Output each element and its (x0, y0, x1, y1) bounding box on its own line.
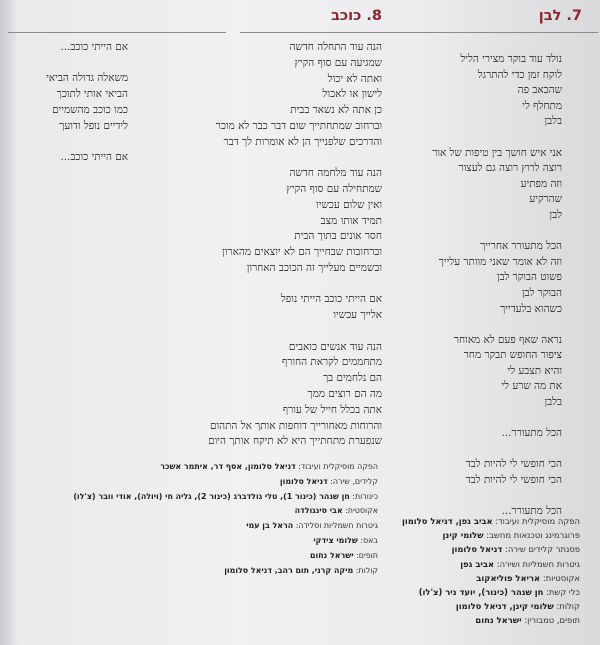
song8-cont-stanza-break (6, 135, 128, 151)
song7-line: שהכאב פה (517, 84, 562, 97)
credit-name: אביב גפן (460, 558, 495, 569)
credit-role: תופים, טמבורין: (524, 615, 580, 626)
song7-line: מתחלף לי (522, 99, 562, 112)
credit-name: דניאל סלומון (451, 544, 503, 555)
song8-line: ואתה לא יכול (327, 72, 382, 85)
credit-role: הפקה מוסיקלית ועיבוד: (495, 516, 580, 526)
credit-role: כינורות: (352, 491, 378, 501)
credit-name: חן שנהר (כינור 1), טלי גולדברג (כינור 2), גליה חי (ויולה), אודי וובר (צ'לו) (73, 491, 350, 501)
song8-credit-row (138, 564, 378, 579)
song7-line: שהרקיע (529, 193, 562, 206)
song8-line: שמתחילה עם סוף הקיץ (286, 182, 382, 195)
song8-cont-line: משאלה גדולה הביאי (46, 72, 128, 85)
song7-stanza-break (362, 489, 562, 505)
song8-line: אלייך עכשיו (333, 309, 382, 322)
song8-cont-line: אם הייתי כוכב... (60, 151, 128, 164)
song7-line: פשוט הבוקר לבן (496, 271, 562, 284)
song8-credit-row (138, 519, 378, 534)
credit-role: אקוסטית: (345, 506, 378, 516)
song8-stanza-break (172, 324, 382, 340)
song7-line: את מה שרע לי (501, 380, 562, 393)
song-title-middle: 8. כוכב (331, 8, 382, 24)
credit-name: שלומי קינן (442, 530, 484, 541)
song8-line: שנפערת מתחתייך היא לא תיקח אותך היום (208, 435, 382, 448)
credit-role: פסנתר קלידים שירה: (505, 544, 580, 555)
song8-line: מה הם רוצים ממך (307, 387, 382, 400)
credit-role: פרוגרמינג וטכנאות מחשב: (486, 530, 580, 541)
song8-credit-row (138, 475, 378, 490)
song7-stanza-break (362, 442, 562, 458)
song7-line: הכל מתעורר... (501, 427, 562, 440)
song7-credit-row (380, 557, 580, 571)
song8-line: חסר אונים בתוך הבית (294, 230, 382, 243)
song7-line: נראה שאף פעם לא מאוחר (453, 333, 562, 346)
credit-name: ישראל נחום (475, 615, 522, 626)
song7-line: הכל מתעורר אחרייך (480, 240, 562, 253)
song8-credit-row (138, 549, 378, 564)
credit-role: באס: (360, 535, 378, 545)
song7-stanza-break (362, 224, 562, 240)
credit-role: אקוסטיות: (542, 572, 580, 583)
song8-line: שמגיעה עם סוף הקיץ (294, 56, 382, 69)
song8-line: וברחובות שבחייך הם לא יוצאים מהארון (222, 246, 382, 259)
song7-line: בלבן (544, 396, 562, 409)
song8-cont-line: אם הייתי כוכב... (60, 41, 128, 53)
song7-credit-row (380, 528, 580, 542)
credit-role: כלי קשת: (546, 587, 580, 598)
credit-role: קלידים, שירה: (330, 476, 378, 486)
song8-credit-row (138, 460, 378, 475)
song8-cont-line: לידיים נופל ודועך (59, 119, 128, 132)
credit-role: קולות: (355, 565, 378, 575)
credits-middle (73, 460, 378, 578)
credit-name: אביב גפן, דניאל סלומון (401, 516, 493, 526)
song8-line: תמיד אותו מצב (320, 214, 382, 227)
song8-line: אתה בכלל חייל של עורף (282, 403, 382, 416)
song7-line: והיא תצבע לי (507, 364, 562, 377)
credit-role: קולות: (556, 601, 580, 612)
credit-role: הפקה מוסיקלית ועיבוד: (298, 462, 378, 471)
song7-stanza-break (362, 317, 562, 333)
song7-line: בלבן (544, 115, 562, 128)
song8-line: אם הייתי כוכב הייתי נופל (280, 293, 382, 306)
lyrics-left (6, 40, 128, 166)
credit-name: אריאל פוליאקוב (476, 572, 541, 583)
song8-line: הנה עוד מלחמה חדשה (289, 167, 382, 180)
song8-line: הנה עוד אנשים כואבים (288, 340, 382, 353)
song7-credit-row (380, 571, 580, 585)
song8-line: מתחממים לקראת החורף (281, 356, 382, 369)
song7-credit-row (380, 542, 580, 556)
song7-credit-row (380, 613, 580, 627)
song7-line: לבן (549, 208, 562, 221)
credit-role: גיטרות חשמליות וסלידה: (295, 521, 378, 531)
song7-line: הכי חופשי לי להיות לבד (465, 474, 562, 487)
song8-line: כן אתה לא נשאר בבית (290, 104, 382, 117)
credit-name: חן שנהר (כינור), יועד ניר (צ'לו) (418, 587, 544, 598)
header-rule-right (240, 32, 598, 33)
song8-line: הם נלחמים בך (323, 372, 382, 385)
song8-line: לישון או לאכול (322, 88, 382, 101)
credit-name: דניאל סלומון (279, 476, 328, 486)
song8-line: והדרכים שלפנייך הן לא אומרות לך דבר (223, 135, 382, 148)
song8-cont-stanza-break (6, 56, 128, 72)
credit-role: תופים: (356, 550, 378, 560)
song7-line: נולד עוד בוקר מצירי הליל (460, 53, 562, 65)
song8-line: והרוחות מאחורייך דוחפות אותך אל התהום (209, 419, 382, 432)
song8-stanza-break (172, 151, 382, 167)
song7-stanza-break (362, 130, 562, 146)
song8-line: ובשמיים מעלייך זה הכוכב האחרון (246, 261, 382, 274)
song7-line: ציפור החופש תבקר מחר (463, 349, 562, 362)
credit-role: גיטרות חשמליות ושירה: (496, 558, 580, 569)
lyrics-right (362, 52, 562, 520)
song7-credit-row (380, 514, 580, 528)
song7-credit-row (380, 585, 580, 599)
credit-name: אבי סינגולדה (294, 506, 343, 516)
credit-name: דניאל סלומון, אסף דר, איתמר אשכר (160, 462, 296, 471)
header-rule-left (8, 32, 226, 33)
song8-cont-line: הביאי אותי לתוכך (56, 88, 128, 101)
song7-line: לוקח זמן כדי להתרגל (477, 68, 562, 81)
song7-line: אני איש חושך בין טיפות של אור (432, 146, 562, 159)
song8-line: וברחוב שמתחתייך שום דבר כבר לא מוכר (215, 119, 382, 132)
song7-line: וזה מפתיע (520, 177, 562, 190)
credit-name: שלומי קינן, דניאל סלומון (455, 601, 554, 612)
credit-name: מיקה קרני, תום רהב, דניאל סלומון (224, 565, 354, 575)
song8-cont-line: כמו כוכב מהשמיים (52, 103, 128, 116)
song8-credit-row (138, 534, 378, 549)
song7-line: וזה לא אומר שאני מוותר עלייך (438, 255, 562, 268)
credit-name: ישראל נחום (310, 550, 354, 560)
song7-line: הכל מתעורר... (501, 505, 562, 518)
song7-line: רוצה לרוץ רוצה גם לעצור (458, 162, 562, 175)
credit-name: הראל בן עמי (246, 521, 294, 531)
song7-line: הבוקר לבן (521, 286, 562, 299)
lyrics-middle (172, 40, 382, 450)
credit-name: שלומי צידקי (313, 535, 358, 545)
song7-stanza-break (362, 411, 562, 427)
song7-credit-row (380, 599, 580, 613)
song8-line: הנה עוד התחלה חדשה (289, 41, 382, 53)
song-title-right: 7. לבן (538, 8, 582, 24)
credits-right (380, 514, 580, 628)
song7-line: כשהוא בלעדייך (500, 302, 562, 315)
song7-line: הכי חופשי לי להיות לבד (465, 458, 562, 471)
song8-stanza-break (172, 277, 382, 293)
song8-line: ואין שלום עכשיו (316, 198, 382, 211)
song8-credit-row (73, 490, 378, 505)
song8-credit-row (138, 504, 378, 519)
